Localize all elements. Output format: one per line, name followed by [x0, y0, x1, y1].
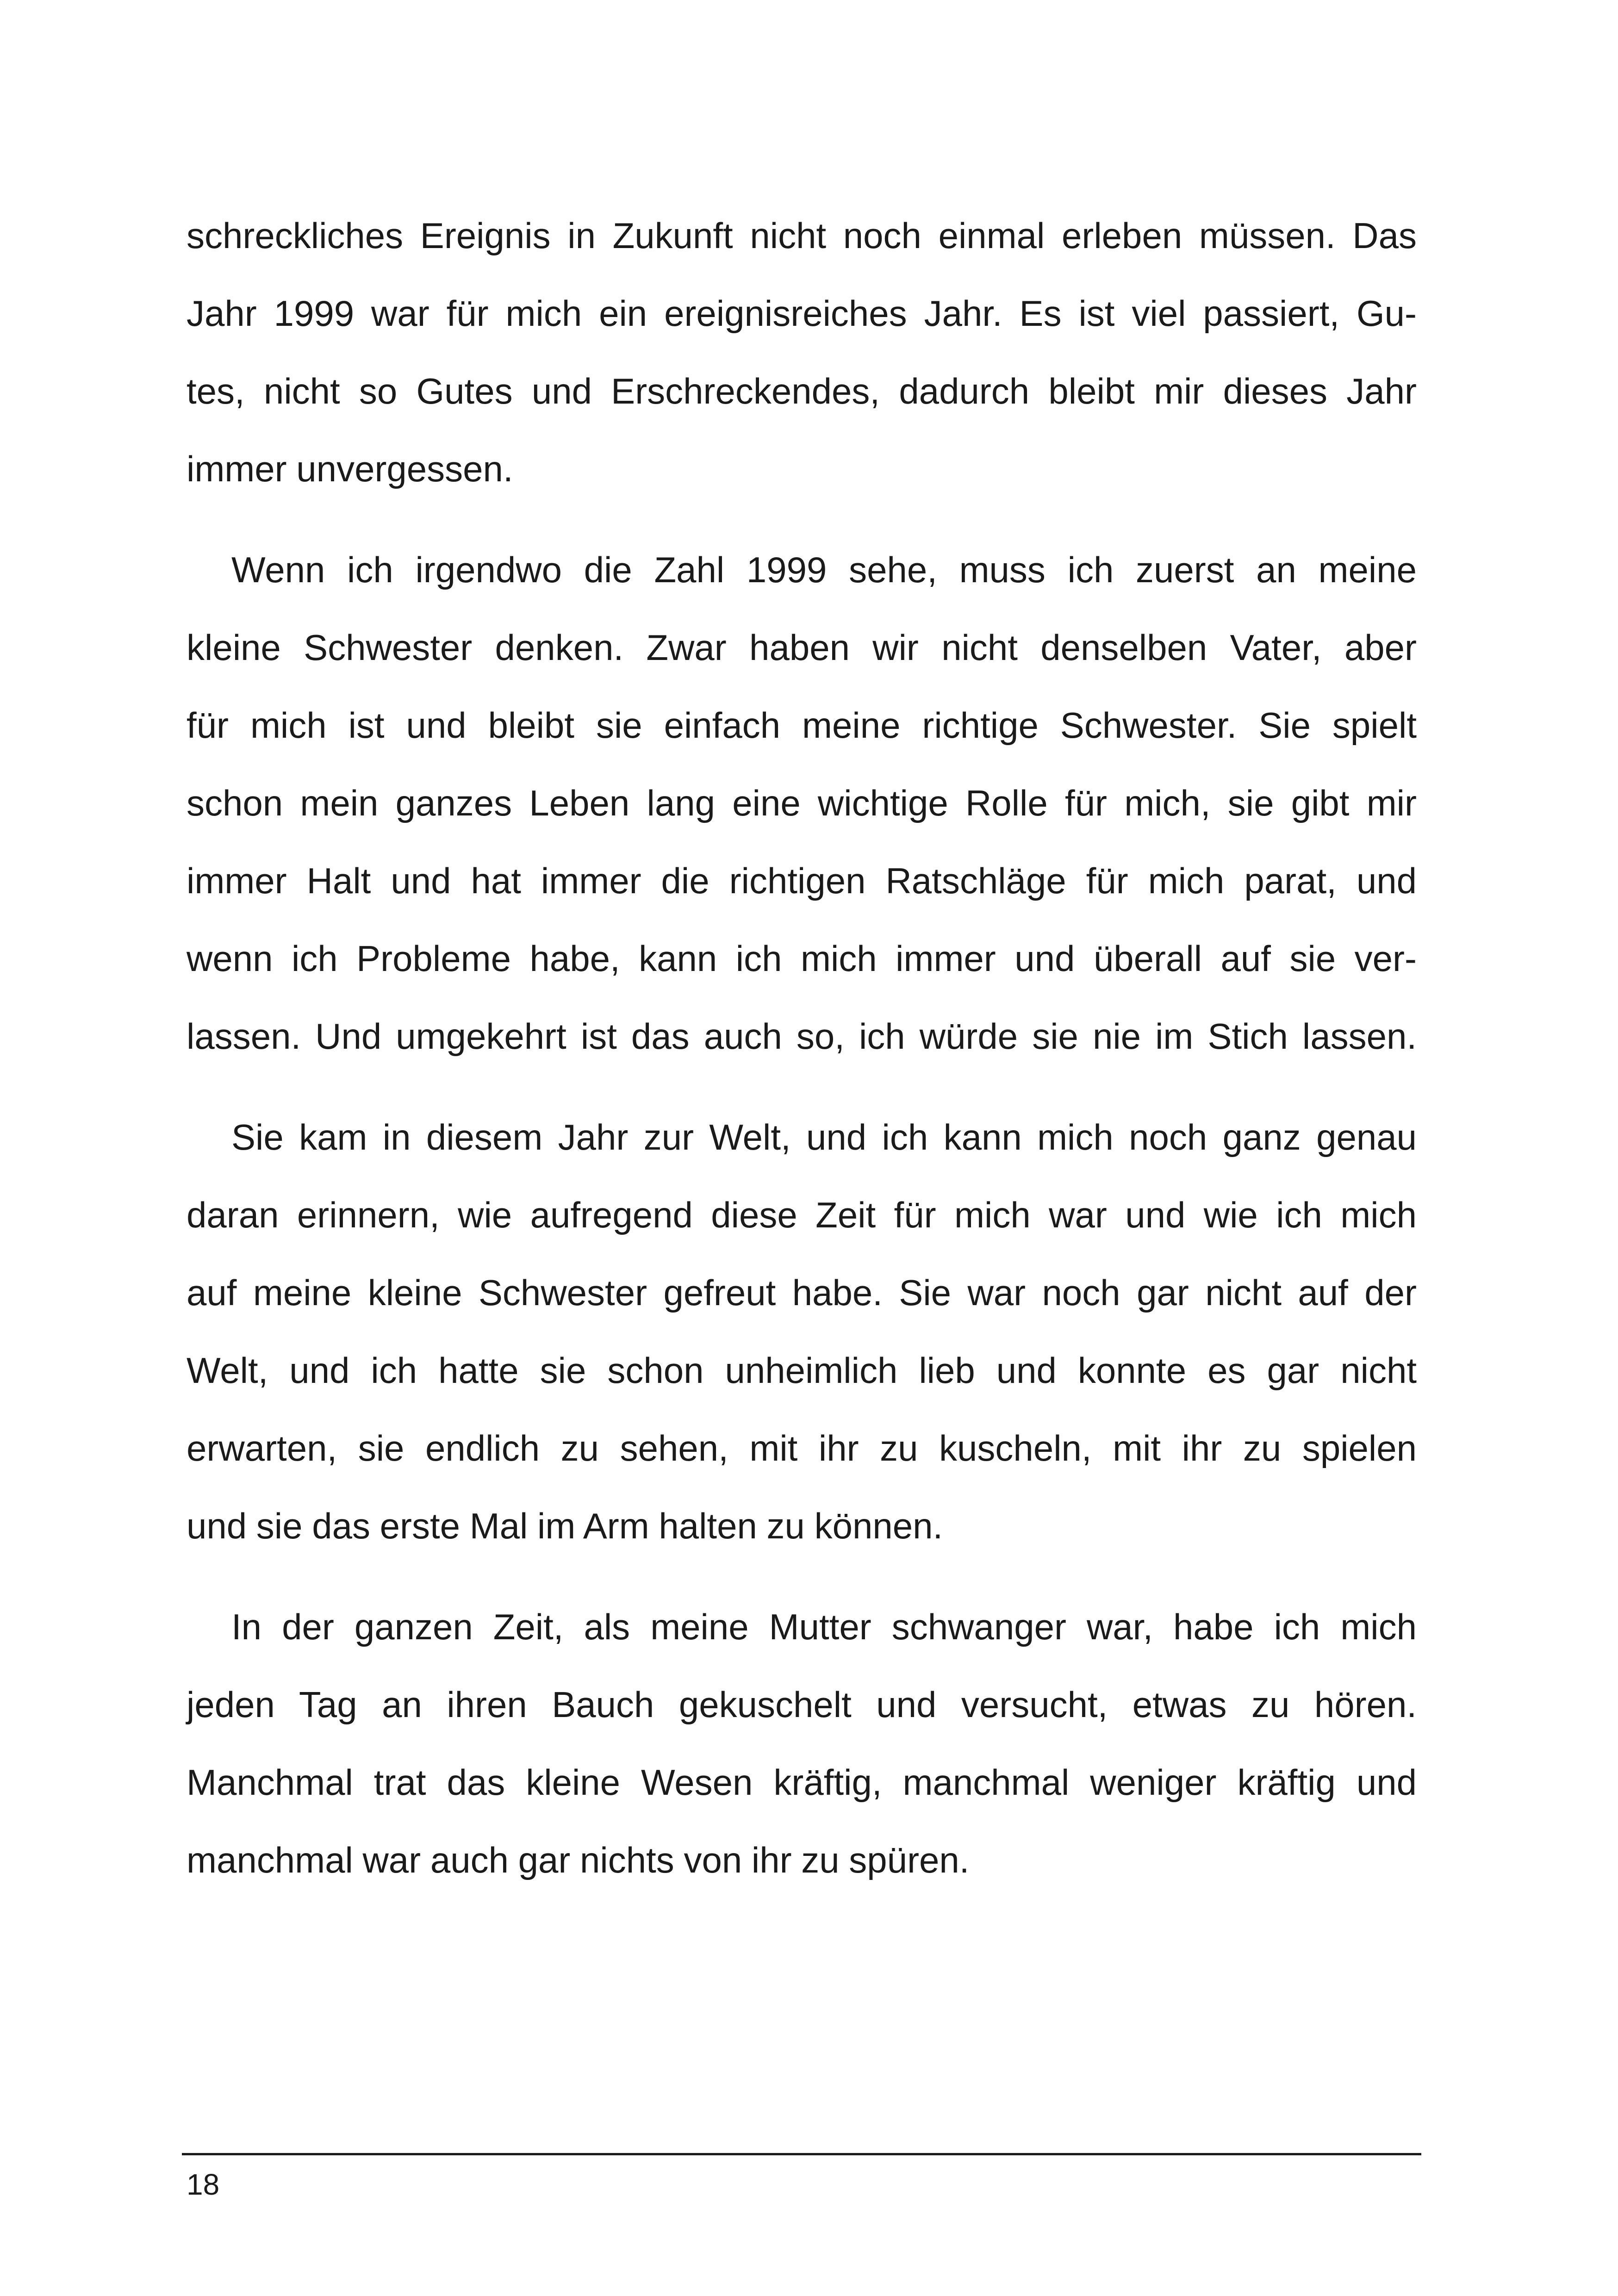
text-line: schreckliches Ereignis in Zukunft nicht noch einmal erleben müssen. Das	[187, 215, 1417, 256]
text-line: tes, nicht so Gutes und Erschreckendes, dadurch bleibt mir dieses Jahr	[187, 371, 1417, 411]
footer-rule	[182, 2153, 1421, 2155]
text-line: Jahr 1999 war für mich ein ereignisreiches Jahr. Es ist viel passiert, Gu-	[187, 293, 1417, 334]
text-line: Welt, und ich hatte sie schon unheimlich lieb und konnte es gar nicht	[187, 1350, 1417, 1391]
text-line: wenn ich Probleme habe, kann ich mich immer und überall auf sie ver-	[187, 938, 1417, 979]
text-line: schon mein ganzes Leben lang eine wichtige Rolle für mich, sie gibt mir	[187, 783, 1417, 823]
text-line: In der ganzen Zeit, als meine Mutter schwanger war, habe ich mich	[231, 1606, 1417, 1647]
page-number: 18	[187, 2168, 220, 2201]
paragraph-2	[187, 531, 1417, 1075]
paragraph-4	[187, 1588, 1417, 1899]
text-line: und sie das erste Mal im Arm halten zu können.	[187, 1506, 943, 1546]
text-line: kleine Schwester denken. Zwar haben wir nicht denselben Vater, aber	[187, 627, 1417, 668]
text-line: lassen. Und umgekehrt ist das auch so, ich würde sie nie im Stich lassen.	[187, 1016, 1417, 1057]
text-line: Wenn ich irgendwo die Zahl 1999 sehe, muss ich zuerst an meine	[231, 549, 1417, 590]
text-line: jeden Tag an ihren Bauch gekuschelt und versucht, etwas zu hören.	[187, 1684, 1417, 1725]
paragraph-3	[187, 1098, 1417, 1565]
text-line: Manchmal trat das kleine Wesen kräftig, manchmal weniger kräftig und	[187, 1762, 1417, 1803]
page-body	[187, 197, 1417, 1899]
text-line: Sie kam in diesem Jahr zur Welt, und ich kann mich noch ganz genau	[231, 1117, 1417, 1157]
text-line: erwarten, sie endlich zu sehen, mit ihr zu kuscheln, mit ihr zu spielen	[187, 1428, 1417, 1468]
paragraph-1	[187, 197, 1417, 508]
text-line: daran erinnern, wie aufregend diese Zeit für mich war und wie ich mich	[187, 1195, 1417, 1235]
text-line: auf meine kleine Schwester gefreut habe. Sie war noch gar nicht auf der	[187, 1272, 1417, 1313]
text-line: manchmal war auch gar nichts von ihr zu spüren.	[187, 1840, 970, 1880]
text-line: immer unvergessen.	[187, 448, 513, 489]
text-line: immer Halt und hat immer die richtigen Ratschläge für mich parat, und	[187, 860, 1417, 901]
text-line: für mich ist und bleibt sie einfach meine richtige Schwester. Sie spielt	[187, 705, 1417, 746]
